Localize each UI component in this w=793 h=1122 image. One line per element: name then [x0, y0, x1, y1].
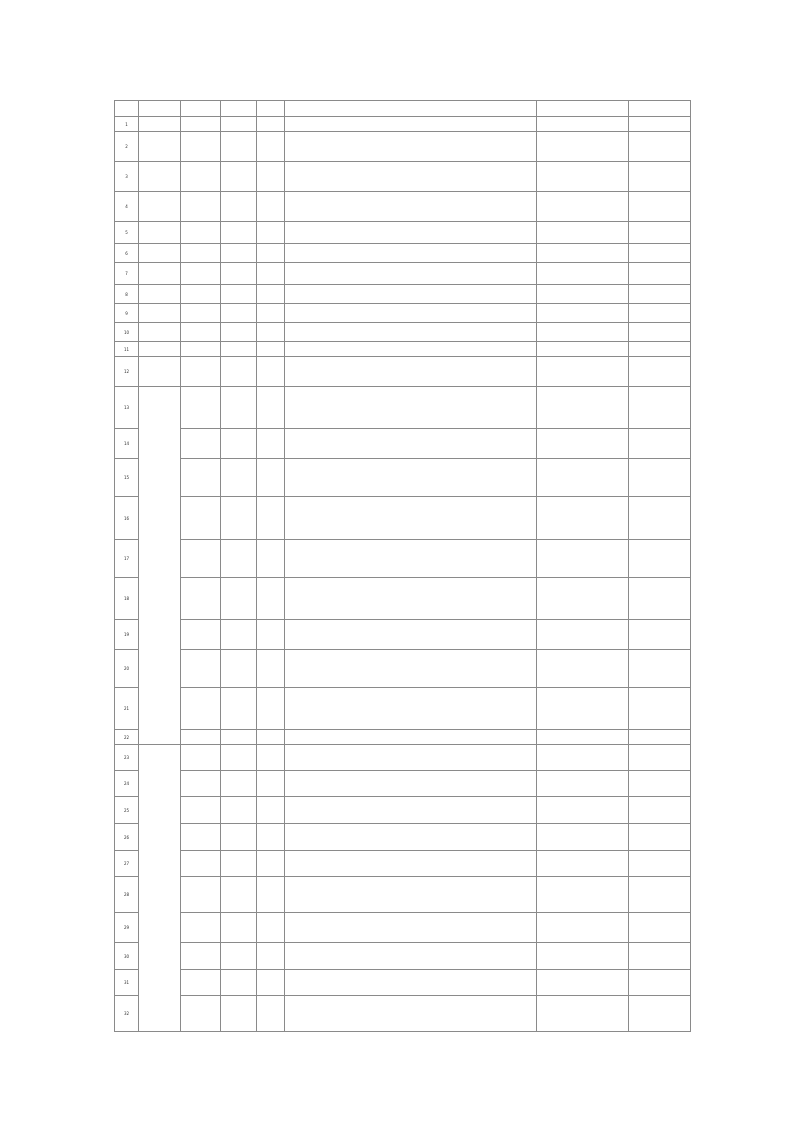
- cell-contact: [629, 429, 691, 459]
- cell-salary: [537, 497, 629, 540]
- cell-requirements: [285, 730, 537, 745]
- cell-degree: [221, 285, 257, 304]
- cell-salary: [537, 540, 629, 578]
- cell-requirements: [285, 162, 537, 192]
- cell-degree: [221, 244, 257, 263]
- cell-major: [181, 323, 221, 342]
- cell-major: [181, 222, 221, 244]
- cell-degree: [221, 688, 257, 730]
- cell-contact: [629, 730, 691, 745]
- cell-count: [257, 620, 285, 650]
- cell-no: 25: [115, 797, 139, 824]
- cell-salary: [537, 342, 629, 357]
- cell-count: [257, 730, 285, 745]
- cell-count: [257, 851, 285, 877]
- cell-count: [257, 745, 285, 771]
- cell-salary: [537, 244, 629, 263]
- cell-contact: [629, 996, 691, 1032]
- cell-major: [181, 970, 221, 996]
- cell-no: 1: [115, 117, 139, 132]
- table-row: [115, 540, 691, 578]
- cell-contact: [629, 771, 691, 797]
- cell-degree: [221, 132, 257, 162]
- cell-major: [181, 263, 221, 285]
- table-row: [115, 650, 691, 688]
- cell-requirements: [285, 943, 537, 970]
- table-row: [115, 285, 691, 304]
- cell-contact: [629, 162, 691, 192]
- table-row: [115, 497, 691, 540]
- cell-contact: [629, 913, 691, 943]
- cell-contact: [629, 943, 691, 970]
- cell-requirements: [285, 824, 537, 851]
- cell-major: [181, 429, 221, 459]
- cell-contact: [629, 263, 691, 285]
- cell-degree: [221, 943, 257, 970]
- cell-salary: [537, 117, 629, 132]
- cell-requirements: [285, 429, 537, 459]
- cell-no: 28: [115, 877, 139, 913]
- cell-major: [181, 877, 221, 913]
- cell-salary: [537, 730, 629, 745]
- cell-requirements: [285, 688, 537, 730]
- cell-requirements: [285, 285, 537, 304]
- table-row: [115, 688, 691, 730]
- table-row: [115, 730, 691, 745]
- cell-major: [181, 357, 221, 387]
- cell-count: [257, 323, 285, 342]
- cell-requirements: [285, 620, 537, 650]
- cell-degree: [221, 304, 257, 323]
- cell-contact: [629, 970, 691, 996]
- cell-contact: [629, 620, 691, 650]
- cell-requirements: [285, 357, 537, 387]
- header-cell-no: [115, 101, 139, 117]
- cell-company: [139, 357, 181, 387]
- cell-degree: [221, 387, 257, 429]
- table-row: [115, 877, 691, 913]
- cell-count: [257, 357, 285, 387]
- cell-major: [181, 285, 221, 304]
- cell-no: 32: [115, 996, 139, 1032]
- cell-company: [139, 263, 181, 285]
- cell-contact: [629, 117, 691, 132]
- cell-major: [181, 497, 221, 540]
- header-row: [115, 101, 691, 117]
- cell-salary: [537, 285, 629, 304]
- table-row: [115, 771, 691, 797]
- cell-degree: [221, 877, 257, 913]
- cell-salary: [537, 387, 629, 429]
- cell-major: [181, 578, 221, 620]
- cell-major: [181, 650, 221, 688]
- cell-contact: [629, 192, 691, 222]
- cell-degree: [221, 578, 257, 620]
- cell-requirements: [285, 851, 537, 877]
- cell-no: 18: [115, 578, 139, 620]
- cell-salary: [537, 851, 629, 877]
- cell-major: [181, 117, 221, 132]
- cell-requirements: [285, 745, 537, 771]
- cell-major: [181, 162, 221, 192]
- cell-contact: [629, 222, 691, 244]
- cell-degree: [221, 913, 257, 943]
- table-row: [115, 222, 691, 244]
- cell-no: 12: [115, 357, 139, 387]
- cell-company: [139, 304, 181, 323]
- cell-no: 4: [115, 192, 139, 222]
- cell-salary: [537, 913, 629, 943]
- cell-requirements: [285, 540, 537, 578]
- cell-contact: [629, 745, 691, 771]
- cell-count: [257, 913, 285, 943]
- cell-salary: [537, 459, 629, 497]
- cell-contact: [629, 357, 691, 387]
- cell-requirements: [285, 323, 537, 342]
- cell-count: [257, 132, 285, 162]
- cell-major: [181, 943, 221, 970]
- cell-salary: [537, 192, 629, 222]
- cell-requirements: [285, 263, 537, 285]
- cell-requirements: [285, 970, 537, 996]
- cell-contact: [629, 323, 691, 342]
- cell-degree: [221, 824, 257, 851]
- cell-salary: [537, 745, 629, 771]
- cell-no: 14: [115, 429, 139, 459]
- job-listing-table: [114, 100, 691, 1032]
- cell-contact: [629, 304, 691, 323]
- cell-salary: [537, 222, 629, 244]
- header-cell-contact: [629, 101, 691, 117]
- cell-requirements: [285, 996, 537, 1032]
- cell-degree: [221, 117, 257, 132]
- cell-no: 6: [115, 244, 139, 263]
- cell-major: [181, 730, 221, 745]
- cell-company: [139, 745, 181, 1032]
- table-row: [115, 357, 691, 387]
- cell-contact: [629, 497, 691, 540]
- cell-no: 15: [115, 459, 139, 497]
- table-row: [115, 459, 691, 497]
- cell-major: [181, 244, 221, 263]
- cell-requirements: [285, 797, 537, 824]
- cell-salary: [537, 688, 629, 730]
- cell-no: 21: [115, 688, 139, 730]
- table-row: [115, 117, 691, 132]
- cell-count: [257, 996, 285, 1032]
- cell-degree: [221, 323, 257, 342]
- cell-count: [257, 578, 285, 620]
- cell-count: [257, 342, 285, 357]
- header-cell-major: [181, 101, 221, 117]
- cell-no: 3: [115, 162, 139, 192]
- table-row: [115, 263, 691, 285]
- table-row: [115, 824, 691, 851]
- cell-degree: [221, 851, 257, 877]
- cell-salary: [537, 824, 629, 851]
- cell-count: [257, 285, 285, 304]
- cell-count: [257, 943, 285, 970]
- cell-no: 30: [115, 943, 139, 970]
- cell-contact: [629, 688, 691, 730]
- cell-salary: [537, 162, 629, 192]
- cell-salary: [537, 263, 629, 285]
- cell-salary: [537, 429, 629, 459]
- table-row: [115, 943, 691, 970]
- cell-company: [139, 342, 181, 357]
- table-row: [115, 192, 691, 222]
- cell-salary: [537, 357, 629, 387]
- cell-no: 31: [115, 970, 139, 996]
- cell-count: [257, 263, 285, 285]
- cell-no: 23: [115, 745, 139, 771]
- header-cell-salary: [537, 101, 629, 117]
- cell-contact: [629, 824, 691, 851]
- cell-requirements: [285, 650, 537, 688]
- cell-requirements: [285, 387, 537, 429]
- cell-no: 19: [115, 620, 139, 650]
- cell-no: 24: [115, 771, 139, 797]
- cell-degree: [221, 342, 257, 357]
- cell-contact: [629, 387, 691, 429]
- header-cell-requirements: [285, 101, 537, 117]
- cell-no: 20: [115, 650, 139, 688]
- cell-degree: [221, 745, 257, 771]
- table-row: [115, 162, 691, 192]
- cell-salary: [537, 323, 629, 342]
- cell-count: [257, 192, 285, 222]
- cell-company: [139, 222, 181, 244]
- table-row: [115, 244, 691, 263]
- cell-contact: [629, 540, 691, 578]
- cell-requirements: [285, 578, 537, 620]
- cell-contact: [629, 132, 691, 162]
- cell-no: 8: [115, 285, 139, 304]
- cell-count: [257, 540, 285, 578]
- cell-major: [181, 771, 221, 797]
- cell-degree: [221, 540, 257, 578]
- cell-count: [257, 797, 285, 824]
- cell-company: [139, 244, 181, 263]
- cell-no: 22: [115, 730, 139, 745]
- cell-contact: [629, 459, 691, 497]
- cell-degree: [221, 771, 257, 797]
- cell-no: 26: [115, 824, 139, 851]
- cell-company: [139, 192, 181, 222]
- cell-count: [257, 459, 285, 497]
- cell-salary: [537, 970, 629, 996]
- cell-count: [257, 970, 285, 996]
- cell-degree: [221, 497, 257, 540]
- cell-no: 16: [115, 497, 139, 540]
- cell-requirements: [285, 132, 537, 162]
- cell-degree: [221, 650, 257, 688]
- table-row: [115, 132, 691, 162]
- cell-count: [257, 304, 285, 323]
- cell-contact: [629, 650, 691, 688]
- cell-salary: [537, 578, 629, 620]
- cell-major: [181, 459, 221, 497]
- cell-no: 9: [115, 304, 139, 323]
- cell-degree: [221, 459, 257, 497]
- table-row: [115, 851, 691, 877]
- cell-degree: [221, 263, 257, 285]
- cell-no: 11: [115, 342, 139, 357]
- cell-degree: [221, 996, 257, 1032]
- cell-salary: [537, 771, 629, 797]
- cell-count: [257, 244, 285, 263]
- cell-degree: [221, 620, 257, 650]
- cell-requirements: [285, 771, 537, 797]
- cell-contact: [629, 797, 691, 824]
- cell-no: 13: [115, 387, 139, 429]
- cell-requirements: [285, 304, 537, 323]
- cell-salary: [537, 877, 629, 913]
- cell-requirements: [285, 913, 537, 943]
- cell-degree: [221, 222, 257, 244]
- cell-no: 27: [115, 851, 139, 877]
- cell-degree: [221, 797, 257, 824]
- table-row: [115, 342, 691, 357]
- table-row: [115, 429, 691, 459]
- cell-contact: [629, 578, 691, 620]
- cell-count: [257, 771, 285, 797]
- cell-degree: [221, 162, 257, 192]
- cell-no: 5: [115, 222, 139, 244]
- cell-count: [257, 387, 285, 429]
- table-row: [115, 620, 691, 650]
- table-body: [115, 117, 691, 1032]
- table-row: [115, 745, 691, 771]
- cell-requirements: [285, 497, 537, 540]
- cell-salary: [537, 996, 629, 1032]
- table-row: [115, 304, 691, 323]
- cell-requirements: [285, 342, 537, 357]
- cell-major: [181, 797, 221, 824]
- cell-major: [181, 387, 221, 429]
- cell-count: [257, 650, 285, 688]
- cell-salary: [537, 650, 629, 688]
- header-cell-degree: [221, 101, 257, 117]
- table-row: [115, 387, 691, 429]
- cell-requirements: [285, 244, 537, 263]
- cell-contact: [629, 285, 691, 304]
- cell-contact: [629, 342, 691, 357]
- cell-company: [139, 117, 181, 132]
- cell-contact: [629, 244, 691, 263]
- cell-count: [257, 429, 285, 459]
- cell-degree: [221, 192, 257, 222]
- table-row: [115, 797, 691, 824]
- cell-company: [139, 285, 181, 304]
- cell-contact: [629, 877, 691, 913]
- cell-major: [181, 620, 221, 650]
- cell-no: 7: [115, 263, 139, 285]
- cell-salary: [537, 943, 629, 970]
- cell-count: [257, 117, 285, 132]
- cell-degree: [221, 357, 257, 387]
- cell-requirements: [285, 222, 537, 244]
- cell-count: [257, 162, 285, 192]
- cell-count: [257, 824, 285, 851]
- cell-major: [181, 540, 221, 578]
- cell-salary: [537, 620, 629, 650]
- cell-major: [181, 745, 221, 771]
- cell-major: [181, 688, 221, 730]
- cell-no: 17: [115, 540, 139, 578]
- cell-no: 29: [115, 913, 139, 943]
- cell-requirements: [285, 877, 537, 913]
- cell-company: [139, 132, 181, 162]
- cell-salary: [537, 797, 629, 824]
- cell-count: [257, 877, 285, 913]
- cell-no: 10: [115, 323, 139, 342]
- cell-degree: [221, 970, 257, 996]
- table-row: [115, 913, 691, 943]
- cell-major: [181, 342, 221, 357]
- cell-major: [181, 192, 221, 222]
- table-row: [115, 578, 691, 620]
- cell-degree: [221, 730, 257, 745]
- cell-count: [257, 688, 285, 730]
- cell-requirements: [285, 459, 537, 497]
- header-cell-company: [139, 101, 181, 117]
- cell-company: [139, 387, 181, 745]
- cell-company: [139, 162, 181, 192]
- table-row: [115, 996, 691, 1032]
- table-row: [115, 323, 691, 342]
- cell-major: [181, 913, 221, 943]
- cell-no: 2: [115, 132, 139, 162]
- cell-major: [181, 996, 221, 1032]
- cell-contact: [629, 851, 691, 877]
- cell-salary: [537, 304, 629, 323]
- header-cell-count: [257, 101, 285, 117]
- cell-degree: [221, 429, 257, 459]
- cell-major: [181, 132, 221, 162]
- cell-count: [257, 222, 285, 244]
- cell-salary: [537, 132, 629, 162]
- cell-requirements: [285, 117, 537, 132]
- cell-requirements: [285, 192, 537, 222]
- cell-major: [181, 304, 221, 323]
- cell-company: [139, 323, 181, 342]
- cell-major: [181, 824, 221, 851]
- cell-count: [257, 497, 285, 540]
- cell-major: [181, 851, 221, 877]
- table-row: [115, 970, 691, 996]
